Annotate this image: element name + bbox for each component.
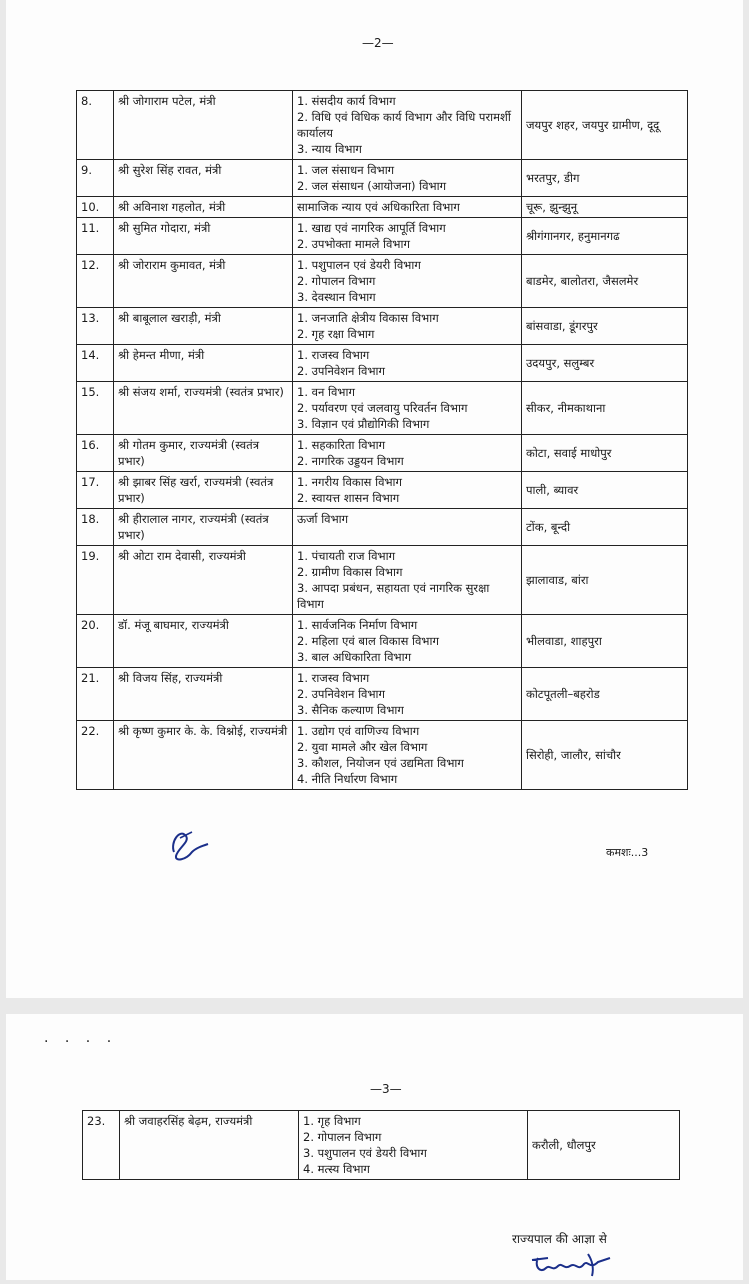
- official-signature: [528, 1250, 614, 1284]
- serial-number-cell: 8.: [77, 91, 114, 160]
- document-page-2: [6, 0, 743, 998]
- departments-cell: [293, 91, 522, 160]
- serial-number-cell: 19.: [77, 546, 114, 615]
- minister-name-cell: श्री अविनाश गहलोत, मंत्री: [114, 197, 293, 218]
- table-row: [77, 160, 688, 197]
- departments-cell: [293, 345, 522, 382]
- department-item: 1. राजस्व विभाग: [297, 671, 370, 685]
- department-item: 2. उपभोक्ता मामले विभाग: [297, 237, 410, 251]
- districts-cell: सीकर, नीमकाथाना: [522, 382, 688, 435]
- department-list: [297, 347, 517, 379]
- departments-cell: [293, 197, 522, 218]
- serial-number-cell: 9.: [77, 160, 114, 197]
- districts-cell: जयपुर शहर, जयपुर ग्रामीण, दूदू: [522, 91, 688, 160]
- department-item: 1. नगरीय विकास विभाग: [297, 475, 403, 489]
- department-item: 3. कौशल, नियोजन एवं उद्यमिता विभाग: [297, 756, 464, 770]
- department-item: 1. सार्वजनिक निर्माण विभाग: [297, 618, 418, 632]
- districts-cell: उदयपुर, सलुम्बर: [522, 345, 688, 382]
- departments-cell: [293, 721, 522, 790]
- department-item: 1. गृह विभाग: [303, 1114, 361, 1128]
- department-item: 2. उपनिवेशन विभाग: [297, 687, 385, 701]
- department-item: 3. देवस्थान विभाग: [297, 290, 376, 304]
- initials-signature: [166, 822, 214, 870]
- minister-name-cell: श्री बाबूलाल खराड़ी, मंत्री: [114, 308, 293, 345]
- department-list: [297, 162, 517, 194]
- department-list: [297, 199, 517, 215]
- departments-cell: [293, 615, 522, 668]
- table-row: [77, 197, 688, 218]
- districts-cell: भरतपुर, डीग: [522, 160, 688, 197]
- table-row: [77, 668, 688, 721]
- department-item: सामाजिक न्याय एवं अधिकारिता विभाग: [297, 200, 460, 214]
- table-row: [77, 91, 688, 160]
- serial-number-cell: 10.: [77, 197, 114, 218]
- serial-number-cell: 15.: [77, 382, 114, 435]
- department-item: 2. महिला एवं बाल विकास विभाग: [297, 634, 439, 648]
- department-item: 1. वन विभाग: [297, 385, 355, 399]
- minister-name-cell: श्री कृष्ण कुमार के. के. विश्नोई, राज्यमंत्री: [114, 721, 293, 790]
- minister-name-cell: श्री संजय शर्मा, राज्यमंत्री (स्वतंत्र प्रभार): [114, 382, 293, 435]
- department-item: 1. जनजाति क्षेत्रीय विकास विभाग: [297, 311, 439, 325]
- department-item: 2. पर्यावरण एवं जलवायु परिवर्तन विभाग: [297, 401, 468, 415]
- table-row: [77, 345, 688, 382]
- department-list: [297, 723, 517, 787]
- table-row: [77, 382, 688, 435]
- department-list: [297, 220, 517, 252]
- serial-number-cell: 13.: [77, 308, 114, 345]
- serial-number-cell: 11.: [77, 218, 114, 255]
- department-item: 4. नीति निर्धारण विभाग: [297, 772, 398, 786]
- minister-name-cell: डॉ. मंजू बाघमार, राज्यमंत्री: [114, 615, 293, 668]
- serial-number-cell: 22.: [77, 721, 114, 790]
- serial-number-cell: 21.: [77, 668, 114, 721]
- department-item: 1. पशुपालन एवं डेयरी विभाग: [297, 258, 421, 272]
- department-item: 2. नागरिक उड्डयन विभाग: [297, 454, 404, 468]
- departments-cell: [293, 160, 522, 197]
- table-row: [77, 472, 688, 509]
- department-item: 2. उपनिवेशन विभाग: [297, 364, 385, 378]
- table-row: [77, 721, 688, 790]
- table-row: [77, 218, 688, 255]
- minister-name-cell: श्री सुमित गोदारा, मंत्री: [114, 218, 293, 255]
- table-row: [77, 255, 688, 308]
- department-item: 2. विधि एवं विधिक कार्य विभाग और विधि परामर्शी कार्यालय: [297, 110, 511, 140]
- scan-dots: . . . .: [44, 1030, 118, 1046]
- districts-cell: सिरोही, जालौर, सांचौर: [522, 721, 688, 790]
- districts-cell: झालावाड, बांरा: [522, 546, 688, 615]
- departments-cell: [293, 668, 522, 721]
- department-item: 4. मत्स्य विभाग: [303, 1162, 370, 1176]
- serial-number-cell: 12.: [77, 255, 114, 308]
- minister-name-cell: श्री विजय सिंह, राज्यमंत्री: [114, 668, 293, 721]
- department-item: 1. खाद्य एवं नागरिक आपूर्ति विभाग: [297, 221, 446, 235]
- serial-number-cell: 17.: [77, 472, 114, 509]
- departments-cell: [299, 1111, 528, 1180]
- table-row: [77, 435, 688, 472]
- table-row: [77, 509, 688, 546]
- districts-cell: चूरू, झुन्झुनू: [522, 197, 688, 218]
- department-item: 1. उद्योग एवं वाणिज्य विभाग: [297, 724, 420, 738]
- department-list: [297, 670, 517, 718]
- department-list: [297, 257, 517, 305]
- department-item: 2. युवा मामले और खेल विभाग: [297, 740, 428, 754]
- document-page-3: [6, 1014, 743, 1280]
- department-item: 2. गोपालन विभाग: [297, 274, 376, 288]
- page-number: —3—: [370, 1082, 402, 1096]
- minister-name-cell: श्री झाबर सिंह खर्रा, राज्यमंत्री (स्वतंत्र प्रभार): [114, 472, 293, 509]
- serial-number-cell: 20.: [77, 615, 114, 668]
- serial-number-cell: 18.: [77, 509, 114, 546]
- page-number: —2—: [362, 36, 394, 50]
- department-list: [297, 548, 517, 612]
- districts-cell: भीलवाडा, शाहपुरा: [522, 615, 688, 668]
- districts-cell: बाडमेर, बालोतरा, जैसलमेर: [522, 255, 688, 308]
- minister-name-cell: श्री जोराराम कुमावत, मंत्री: [114, 255, 293, 308]
- department-item: 1. सहकारिता विभाग: [297, 438, 386, 452]
- minister-name-cell: श्री सुरेश सिंह रावत, मंत्री: [114, 160, 293, 197]
- districts-cell: पाली, ब्यावर: [522, 472, 688, 509]
- departments-cell: [293, 546, 522, 615]
- department-item: 2. ग्रामीण विकास विभाग: [297, 565, 403, 579]
- minister-name-cell: श्री ओटा राम देवासी, राज्यमंत्री: [114, 546, 293, 615]
- department-list: [297, 511, 517, 527]
- departments-cell: [293, 218, 522, 255]
- department-item: 1. संसदीय कार्य विभाग: [297, 94, 396, 108]
- departments-cell: [293, 255, 522, 308]
- department-list: [297, 437, 517, 469]
- department-item: 2. गोपालन विभाग: [303, 1130, 382, 1144]
- minister-name-cell: श्री जोगाराम पटेल, मंत्री: [114, 91, 293, 160]
- department-item: ऊर्जा विभाग: [297, 512, 349, 526]
- departments-cell: [293, 435, 522, 472]
- department-list: [297, 384, 517, 432]
- serial-number-cell: 14.: [77, 345, 114, 382]
- departments-cell: [293, 472, 522, 509]
- districts-cell: करौली, धौलपुर: [528, 1111, 680, 1180]
- department-item: 2. गृह रक्षा विभाग: [297, 327, 375, 341]
- departments-cell: [293, 382, 522, 435]
- department-item: 3. पशुपालन एवं डेयरी विभाग: [303, 1146, 427, 1160]
- minister-name-cell: श्री हेमन्त मीणा, मंत्री: [114, 345, 293, 382]
- minister-name-cell: श्री गोतम कुमार, राज्यमंत्री (स्वतंत्र प्रभार): [114, 435, 293, 472]
- table-row: [83, 1111, 680, 1180]
- serial-number-cell: 16.: [77, 435, 114, 472]
- department-item: 2. जल संसाधन (आयोजना) विभाग: [297, 179, 447, 193]
- districts-cell: बांसवाडा, डूंगरपुर: [522, 308, 688, 345]
- department-list: [297, 474, 517, 506]
- districts-cell: कोटपूतली–बहरोड: [522, 668, 688, 721]
- department-item: 1. पंचायती राज विभाग: [297, 549, 396, 563]
- departments-cell: [293, 308, 522, 345]
- department-list: [297, 310, 517, 342]
- table-row: [77, 615, 688, 668]
- department-item: 3. बाल अधिकारिता विभाग: [297, 650, 412, 664]
- department-list: [303, 1113, 523, 1177]
- department-list: [297, 617, 517, 665]
- districts-cell: टोंक, बून्दी: [522, 509, 688, 546]
- minister-name-cell: श्री जवाहरसिंह बेढ़म, राज्यमंत्री: [120, 1111, 299, 1180]
- department-item: 1. जल संसाधन विभाग: [297, 163, 395, 177]
- department-item: 1. राजस्व विभाग: [297, 348, 370, 362]
- department-list: [297, 93, 517, 157]
- department-item: 3. न्याय विभाग: [297, 142, 362, 156]
- department-item: 3. विज्ञान एवं प्रौद्योगिकी विभाग: [297, 417, 430, 431]
- governor-order-text: राज्यपाल की आज्ञा से: [512, 1232, 607, 1246]
- table-row: [77, 546, 688, 615]
- minister-name-cell: श्री हीरालाल नागर, राज्यमंत्री (स्वतंत्र प्रभार): [114, 509, 293, 546]
- districts-cell: श्रीगंगानगर, हनुमानगढ: [522, 218, 688, 255]
- ministers-table-continued: [82, 1110, 680, 1180]
- ministers-table: [76, 90, 688, 790]
- department-item: 3. आपदा प्रबंधन, सहायता एवं नागरिक सुरक्षा विभाग: [297, 581, 490, 611]
- districts-cell: कोटा, सवाई माधोपुर: [522, 435, 688, 472]
- continued-note: कमशः...3: [606, 846, 649, 859]
- department-item: 3. सैनिक कल्याण विभाग: [297, 703, 404, 717]
- departments-cell: [293, 509, 522, 546]
- table-row: [77, 308, 688, 345]
- serial-number-cell: 23.: [83, 1111, 120, 1180]
- department-item: 2. स्वायत्त शासन विभाग: [297, 491, 400, 505]
